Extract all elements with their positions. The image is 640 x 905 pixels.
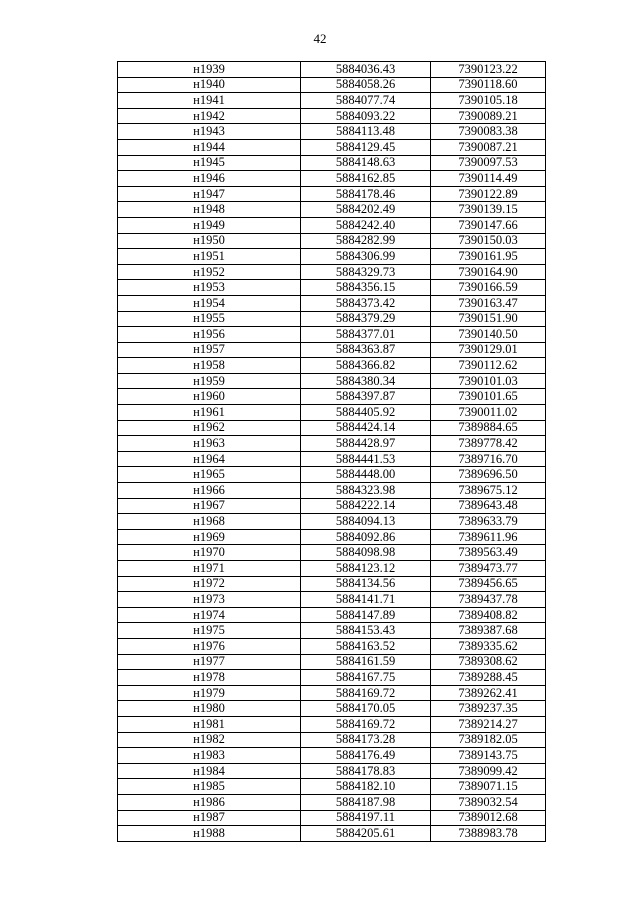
x-coordinate-cell: 5884036.43: [301, 62, 431, 78]
x-coordinate-cell: 5884377.01: [301, 327, 431, 343]
y-coordinate-cell: 7390163.47: [431, 295, 546, 311]
point-id-cell: н1955: [118, 311, 301, 327]
point-id-cell: н1943: [118, 124, 301, 140]
table-row: [118, 327, 546, 343]
point-id-cell: н1987: [118, 810, 301, 826]
y-coordinate-cell: 7390087.21: [431, 139, 546, 155]
x-coordinate-cell: 5884441.53: [301, 451, 431, 467]
table-row: [118, 748, 546, 764]
x-coordinate-cell: 5884329.73: [301, 264, 431, 280]
x-coordinate-cell: 5884148.63: [301, 155, 431, 171]
point-id-cell: н1966: [118, 483, 301, 499]
point-id-cell: н1940: [118, 77, 301, 93]
point-id-cell: н1941: [118, 93, 301, 109]
point-id-cell: н1962: [118, 420, 301, 436]
point-id-cell: н1951: [118, 249, 301, 265]
point-id-cell: н1971: [118, 561, 301, 577]
point-id-cell: н1949: [118, 217, 301, 233]
table-row: [118, 467, 546, 483]
table-row: [118, 217, 546, 233]
point-id-cell: н1960: [118, 389, 301, 405]
y-coordinate-cell: 7390114.49: [431, 171, 546, 187]
table-row: [118, 436, 546, 452]
y-coordinate-cell: 7389288.45: [431, 670, 546, 686]
x-coordinate-cell: 5884123.12: [301, 561, 431, 577]
table-row: [118, 701, 546, 717]
point-id-cell: н1969: [118, 529, 301, 545]
table-row: [118, 342, 546, 358]
x-coordinate-cell: 5884363.87: [301, 342, 431, 358]
x-coordinate-cell: 5884373.42: [301, 295, 431, 311]
table-row: [118, 779, 546, 795]
point-id-cell: н1970: [118, 545, 301, 561]
table-row: [118, 186, 546, 202]
table-row: [118, 62, 546, 78]
table-row: [118, 670, 546, 686]
point-id-cell: н1973: [118, 592, 301, 608]
y-coordinate-cell: 7390161.95: [431, 249, 546, 265]
table-row: [118, 124, 546, 140]
point-id-cell: н1984: [118, 763, 301, 779]
table-row: [118, 358, 546, 374]
table-row: [118, 233, 546, 249]
x-coordinate-cell: 5884282.99: [301, 233, 431, 249]
y-coordinate-cell: 7390151.90: [431, 311, 546, 327]
y-coordinate-cell: 7389182.05: [431, 732, 546, 748]
x-coordinate-cell: 5884129.45: [301, 139, 431, 155]
x-coordinate-cell: 5884113.48: [301, 124, 431, 140]
y-coordinate-cell: 7390112.62: [431, 358, 546, 374]
x-coordinate-cell: 5884187.98: [301, 794, 431, 810]
point-id-cell: н1980: [118, 701, 301, 717]
point-id-cell: н1975: [118, 623, 301, 639]
point-id-cell: н1959: [118, 373, 301, 389]
y-coordinate-cell: 7389473.77: [431, 561, 546, 577]
table-row: [118, 202, 546, 218]
x-coordinate-cell: 5884173.28: [301, 732, 431, 748]
y-coordinate-cell: 7389308.62: [431, 654, 546, 670]
point-id-cell: н1958: [118, 358, 301, 374]
x-coordinate-cell: 5884092.86: [301, 529, 431, 545]
x-coordinate-cell: 5884178.46: [301, 186, 431, 202]
x-coordinate-cell: 5884098.98: [301, 545, 431, 561]
x-coordinate-cell: 5884366.82: [301, 358, 431, 374]
y-coordinate-cell: 7390123.22: [431, 62, 546, 78]
table-row: [118, 623, 546, 639]
point-id-cell: н1942: [118, 108, 301, 124]
x-coordinate-cell: 5884306.99: [301, 249, 431, 265]
y-coordinate-cell: 7389214.27: [431, 716, 546, 732]
table-row: [118, 685, 546, 701]
table-row: [118, 826, 546, 842]
y-coordinate-cell: 7390140.50: [431, 327, 546, 343]
point-id-cell: н1944: [118, 139, 301, 155]
point-id-cell: н1957: [118, 342, 301, 358]
x-coordinate-cell: 5884163.52: [301, 638, 431, 654]
point-id-cell: н1946: [118, 171, 301, 187]
point-id-cell: н1972: [118, 576, 301, 592]
y-coordinate-cell: 7390139.15: [431, 202, 546, 218]
x-coordinate-cell: 5884182.10: [301, 779, 431, 795]
point-id-cell: н1954: [118, 295, 301, 311]
point-id-cell: н1976: [118, 638, 301, 654]
y-coordinate-cell: 7390147.66: [431, 217, 546, 233]
table-row: [118, 77, 546, 93]
x-coordinate-cell: 5884058.26: [301, 77, 431, 93]
y-coordinate-cell: 7389696.50: [431, 467, 546, 483]
y-coordinate-cell: 7389675.12: [431, 483, 546, 499]
y-coordinate-cell: 7389437.78: [431, 592, 546, 608]
x-coordinate-cell: 5884242.40: [301, 217, 431, 233]
table-row: [118, 654, 546, 670]
x-coordinate-cell: 5884169.72: [301, 685, 431, 701]
coordinates-table-body: [118, 62, 546, 842]
point-id-cell: н1952: [118, 264, 301, 280]
x-coordinate-cell: 5884094.13: [301, 514, 431, 530]
y-coordinate-cell: 7390164.90: [431, 264, 546, 280]
y-coordinate-cell: 7389563.49: [431, 545, 546, 561]
y-coordinate-cell: 7390150.03: [431, 233, 546, 249]
y-coordinate-cell: 7390097.53: [431, 155, 546, 171]
table-row: [118, 514, 546, 530]
table-row: [118, 155, 546, 171]
y-coordinate-cell: 7389237.35: [431, 701, 546, 717]
y-coordinate-cell: 7389032.54: [431, 794, 546, 810]
point-id-cell: н1939: [118, 62, 301, 78]
point-id-cell: н1965: [118, 467, 301, 483]
x-coordinate-cell: 5884134.56: [301, 576, 431, 592]
table-row: [118, 249, 546, 265]
point-id-cell: н1974: [118, 607, 301, 623]
table-row: [118, 280, 546, 296]
y-coordinate-cell: 7389716.70: [431, 451, 546, 467]
x-coordinate-cell: 5884077.74: [301, 93, 431, 109]
table-row: [118, 93, 546, 109]
x-coordinate-cell: 5884397.87: [301, 389, 431, 405]
y-coordinate-cell: 7390011.02: [431, 405, 546, 421]
table-row: [118, 607, 546, 623]
table-row: [118, 264, 546, 280]
y-coordinate-cell: 7389387.68: [431, 623, 546, 639]
table-row: [118, 638, 546, 654]
table-row: [118, 295, 546, 311]
x-coordinate-cell: 5884428.97: [301, 436, 431, 452]
x-coordinate-cell: 5884323.98: [301, 483, 431, 499]
point-id-cell: н1986: [118, 794, 301, 810]
y-coordinate-cell: 7389633.79: [431, 514, 546, 530]
point-id-cell: н1964: [118, 451, 301, 467]
x-coordinate-cell: 5884162.85: [301, 171, 431, 187]
point-id-cell: н1978: [118, 670, 301, 686]
table-row: [118, 139, 546, 155]
x-coordinate-cell: 5884178.83: [301, 763, 431, 779]
y-coordinate-cell: 7389456.65: [431, 576, 546, 592]
y-coordinate-cell: 7389012.68: [431, 810, 546, 826]
point-id-cell: н1988: [118, 826, 301, 842]
y-coordinate-cell: 7389335.62: [431, 638, 546, 654]
table-row: [118, 498, 546, 514]
x-coordinate-cell: 5884093.22: [301, 108, 431, 124]
x-coordinate-cell: 5884147.89: [301, 607, 431, 623]
y-coordinate-cell: 7389778.42: [431, 436, 546, 452]
point-id-cell: н1985: [118, 779, 301, 795]
point-id-cell: н1963: [118, 436, 301, 452]
table-row: [118, 483, 546, 499]
table-row: [118, 389, 546, 405]
y-coordinate-cell: 7390083.38: [431, 124, 546, 140]
y-coordinate-cell: 7389408.82: [431, 607, 546, 623]
point-id-cell: н1948: [118, 202, 301, 218]
x-coordinate-cell: 5884424.14: [301, 420, 431, 436]
y-coordinate-cell: 7390089.21: [431, 108, 546, 124]
x-coordinate-cell: 5884169.72: [301, 716, 431, 732]
point-id-cell: н1979: [118, 685, 301, 701]
x-coordinate-cell: 5884222.14: [301, 498, 431, 514]
point-id-cell: н1982: [118, 732, 301, 748]
coordinates-table: [117, 61, 546, 842]
y-coordinate-cell: 7389099.42: [431, 763, 546, 779]
point-id-cell: н1977: [118, 654, 301, 670]
table-row: [118, 451, 546, 467]
point-id-cell: н1945: [118, 155, 301, 171]
point-id-cell: н1956: [118, 327, 301, 343]
table-row: [118, 561, 546, 577]
y-coordinate-cell: 7390166.59: [431, 280, 546, 296]
table-row: [118, 794, 546, 810]
point-id-cell: н1981: [118, 716, 301, 732]
x-coordinate-cell: 5884379.29: [301, 311, 431, 327]
table-row: [118, 373, 546, 389]
y-coordinate-cell: 7389611.96: [431, 529, 546, 545]
x-coordinate-cell: 5884167.75: [301, 670, 431, 686]
point-id-cell: н1967: [118, 498, 301, 514]
table-row: [118, 732, 546, 748]
y-coordinate-cell: 7388983.78: [431, 826, 546, 842]
page-number: 42: [313, 31, 327, 46]
table-row: [118, 810, 546, 826]
point-id-cell: н1968: [118, 514, 301, 530]
y-coordinate-cell: 7389143.75: [431, 748, 546, 764]
table-row: [118, 716, 546, 732]
x-coordinate-cell: 5884405.92: [301, 405, 431, 421]
table-row: [118, 420, 546, 436]
x-coordinate-cell: 5884170.05: [301, 701, 431, 717]
point-id-cell: н1961: [118, 405, 301, 421]
x-coordinate-cell: 5884197.11: [301, 810, 431, 826]
x-coordinate-cell: 5884448.00: [301, 467, 431, 483]
table-row: [118, 529, 546, 545]
x-coordinate-cell: 5884356.15: [301, 280, 431, 296]
y-coordinate-cell: 7389884.65: [431, 420, 546, 436]
y-coordinate-cell: 7390101.03: [431, 373, 546, 389]
y-coordinate-cell: 7389262.41: [431, 685, 546, 701]
table-row: [118, 108, 546, 124]
table-row: [118, 763, 546, 779]
y-coordinate-cell: 7390122.89: [431, 186, 546, 202]
table-row: [118, 171, 546, 187]
table-row: [118, 576, 546, 592]
x-coordinate-cell: 5884380.34: [301, 373, 431, 389]
point-id-cell: н1953: [118, 280, 301, 296]
y-coordinate-cell: 7389071.15: [431, 779, 546, 795]
table-row: [118, 592, 546, 608]
x-coordinate-cell: 5884161.59: [301, 654, 431, 670]
y-coordinate-cell: 7390101.65: [431, 389, 546, 405]
point-id-cell: н1983: [118, 748, 301, 764]
table-row: [118, 545, 546, 561]
y-coordinate-cell: 7389643.48: [431, 498, 546, 514]
x-coordinate-cell: 5884176.49: [301, 748, 431, 764]
x-coordinate-cell: 5884141.71: [301, 592, 431, 608]
y-coordinate-cell: 7390118.60: [431, 77, 546, 93]
x-coordinate-cell: 5884202.49: [301, 202, 431, 218]
x-coordinate-cell: 5884205.61: [301, 826, 431, 842]
point-id-cell: н1947: [118, 186, 301, 202]
y-coordinate-cell: 7390129.01: [431, 342, 546, 358]
table-row: [118, 311, 546, 327]
x-coordinate-cell: 5884153.43: [301, 623, 431, 639]
point-id-cell: н1950: [118, 233, 301, 249]
table-row: [118, 405, 546, 421]
y-coordinate-cell: 7390105.18: [431, 93, 546, 109]
